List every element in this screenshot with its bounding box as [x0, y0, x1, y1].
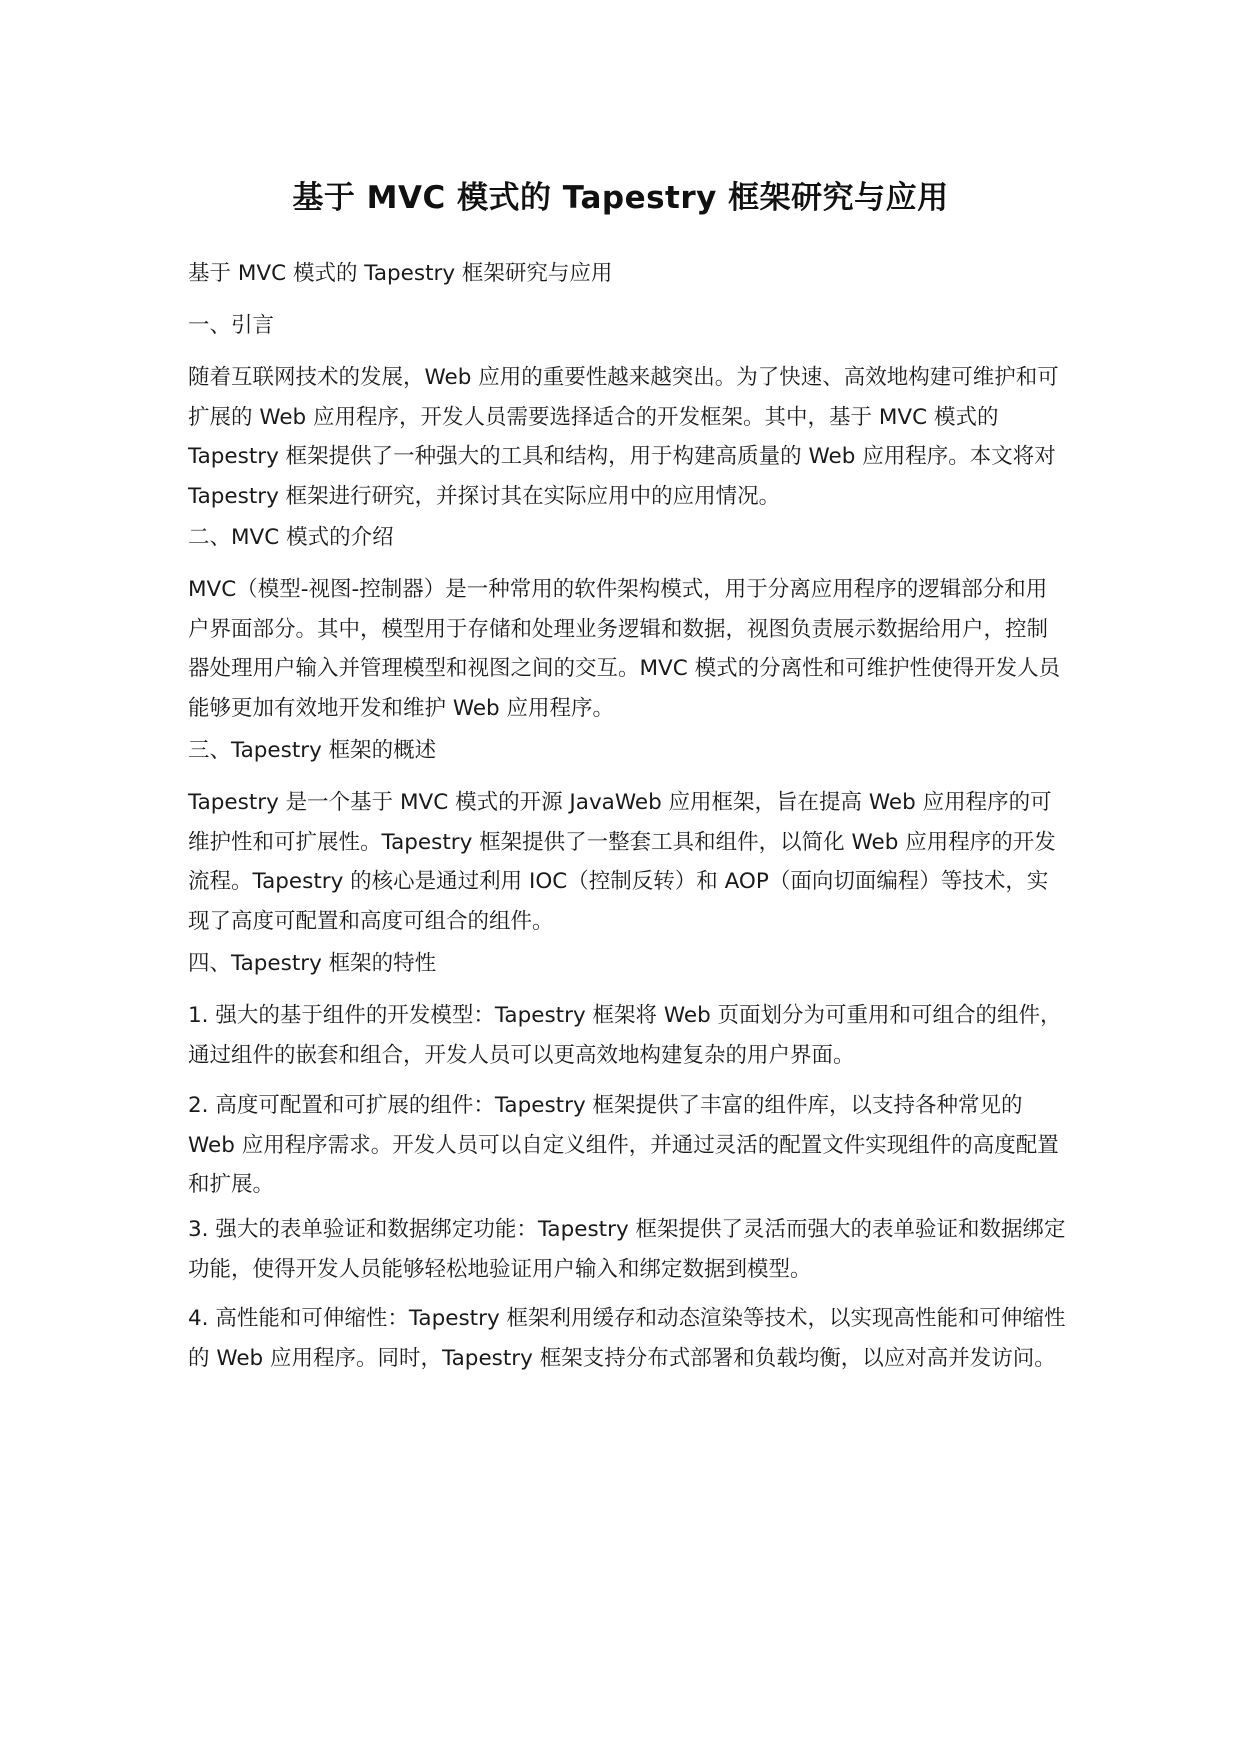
- list-item: 4. 高性能和可伸缩性：Tapestry 框架利用缓存和动态渲染等技术，以实现高性能和可伸缩性的 Web 应用程序。同时，Tapestry 框架支持分布式部署和负载均衡，以应对高并发访问。: [188, 1306, 1066, 1371]
- feature-item-3: [188, 1210, 1068, 1289]
- paragraph: 随着互联网技术的发展，Web 应用的重要性越来越突出。为了快速、高效地构建可维护和可扩展的 Web 应用程序，开发人员需要选择适合的开发框架。其中，基于 MVC 模式的 Tapestry 框架提供了一种强大的工具和结构，用于构建高质量的 Web 应用程序。本文将对 Tapestry 框架进行研究，并探讨其在实际应用中的应用情况。: [188, 365, 1059, 509]
- section-heading: 三、Tapestry 框架的概述: [188, 738, 437, 763]
- subtitle-text: 基于 MVC 模式的 Tapestry 框架研究与应用: [188, 261, 613, 286]
- feature-item-4: [188, 1299, 1068, 1378]
- section-heading-intro: [188, 306, 1068, 346]
- document-title: 基于 MVC 模式的 Tapestry 框架研究与应用: [292, 180, 949, 216]
- paragraph: MVC（模型-视图-控制器）是一种常用的软件架构模式，用于分离应用程序的逻辑部分和用户界面部分。其中，模型用于存储和处理业务逻辑和数据，视图负责展示数据给用户，控制器处理用户输入并管理模型和视图之间的交互。MVC 模式的分离性和可维护性使得开发人员能够更加有效地开发和维护 Web 应用程序。: [188, 577, 1061, 721]
- section-heading-tapestry-features: [188, 944, 1068, 984]
- feature-item-1: [188, 996, 1068, 1075]
- section-paragraph-intro: [188, 358, 1068, 516]
- section-heading: 一、引言: [188, 313, 275, 338]
- section-heading: 二、MVC 模式的介绍: [188, 525, 394, 550]
- section-paragraph-mvc: [188, 570, 1068, 728]
- list-item: 3. 强大的表单验证和数据绑定功能：Tapestry 框架提供了灵活而强大的表单验证和数据绑定功能，使得开发人员能够轻松地验证用户输入和绑定数据到模型。: [188, 1217, 1066, 1282]
- section-heading-tapestry-overview: [188, 731, 1068, 771]
- list-item: 2. 高度可配置和可扩展的组件：Tapestry 框架提供了丰富的组件库，以支持各种常见的 Web 应用程序需求。开发人员可以自定义组件，并通过灵活的配置文件实现组件的高度配置和扩展。: [188, 1093, 1059, 1197]
- paragraph: Tapestry 是一个基于 MVC 模式的开源 JavaWeb 应用框架，旨在提高 Web 应用程序的可维护性和可扩展性。Tapestry 框架提供了一整套工具和组件，以简化 Web 应用程序的开发流程。Tapestry 的核心是通过利用 IOC（控制反转）和 AOP（面向切面编程）等技术，实现了高度可配置和高度可组合的组件。: [188, 790, 1056, 934]
- section-paragraph-tapestry-overview: [188, 783, 1068, 941]
- feature-item-2: [188, 1086, 1068, 1205]
- document-subtitle: [188, 254, 1068, 294]
- list-item: 1. 强大的基于组件的开发模型：Tapestry 框架将 Web 页面划分为可重用和可组合的组件，通过组件的嵌套和组合，开发人员可以更高效地构建复杂的用户界面。: [188, 1003, 1062, 1068]
- section-heading-mvc: [188, 518, 1068, 558]
- section-heading: 四、Tapestry 框架的特性: [188, 951, 437, 976]
